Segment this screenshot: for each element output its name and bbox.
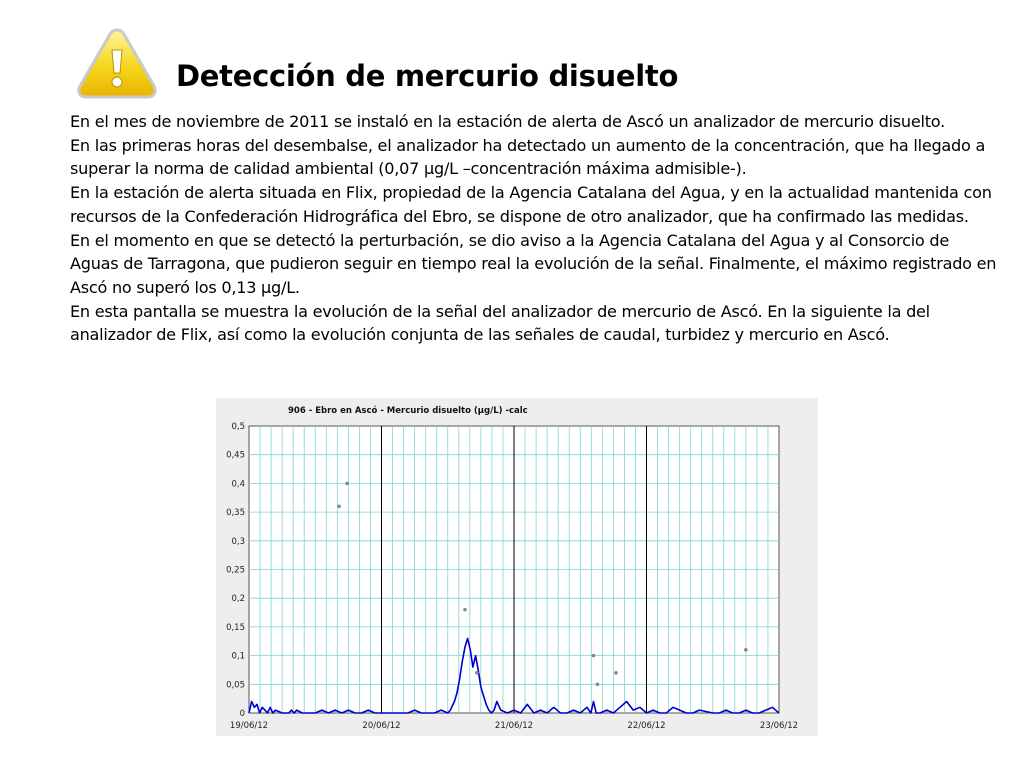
y-tick-label: 0,4 <box>231 479 245 490</box>
y-tick-label: 0,05 <box>226 680 245 691</box>
x-tick-label: 23/06/12 <box>759 721 799 731</box>
page-title: Detección de mercurio disuelto <box>176 59 679 93</box>
data-point <box>744 648 748 652</box>
y-tick-label: 0,45 <box>226 450 245 461</box>
data-point <box>463 608 467 612</box>
paragraph: En el momento en que se detectó la perturbación, se dio aviso a la Agencia Catalana del Agua y al Consorcio de Aguas de Tarragona, que pudieron seguir en tiempo real la evolución de la señal. Finalmente, el máximo registrado en Ascó no superó los 0,13 µg/L. <box>70 230 997 297</box>
data-point <box>337 505 341 509</box>
body-text <box>70 110 1000 347</box>
x-tick-label: 19/06/12 <box>229 721 269 731</box>
data-point <box>475 671 479 675</box>
paragraph: En las primeras horas del desembalse, el analizador ha detectado un aumento de la concentración, que ha llegado a superar la norma de calidad ambiental (0,07 µg/L –concentración máxima admisible-). <box>70 135 986 179</box>
warning-icon <box>76 26 158 100</box>
paragraph: En la estación de alerta situada en Flix, propiedad de la Agencia Catalana del Agua, y en la actualidad mantenida con recursos de la Confederación Hidrográfica del Ebro, se dispone de otro analizador, que ha confirmado las medidas. <box>70 183 992 226</box>
y-tick-label: 0,3 <box>231 536 245 547</box>
paragraph: En esta pantalla se muestra la evolución de la señal del analizador de mercurio de Ascó. En la siguiente la del analizador de Flix, así como la evolución conjunta de las señales de caudal, turbidez y mercurio en Ascó. <box>70 301 930 345</box>
data-point <box>345 482 349 486</box>
data-point <box>596 683 600 687</box>
data-point <box>592 654 596 658</box>
chart <box>216 398 818 736</box>
y-tick-label: 0,15 <box>226 622 245 633</box>
y-tick-label: 0,1 <box>231 651 245 662</box>
paragraph: En el mes de noviembre de 2011 se instaló en la estación de alerta de Ascó un analizador de mercurio disuelto. <box>70 112 945 131</box>
x-tick-label: 20/06/12 <box>362 721 401 731</box>
y-tick-label: 0 <box>239 709 245 719</box>
data-point <box>614 671 618 675</box>
x-tick-label: 21/06/12 <box>494 721 534 731</box>
y-tick-label: 0,25 <box>226 565 245 576</box>
y-tick-label: 0,35 <box>226 508 245 519</box>
x-tick-label: 22/06/12 <box>627 721 666 731</box>
y-tick-label: 0,2 <box>231 594 245 605</box>
chart-title: 906 - Ebro en Ascó - Mercurio disuelto (µg/L) -calc <box>288 406 528 416</box>
y-tick-label: 0,5 <box>231 422 245 432</box>
chart-svg <box>216 398 818 736</box>
